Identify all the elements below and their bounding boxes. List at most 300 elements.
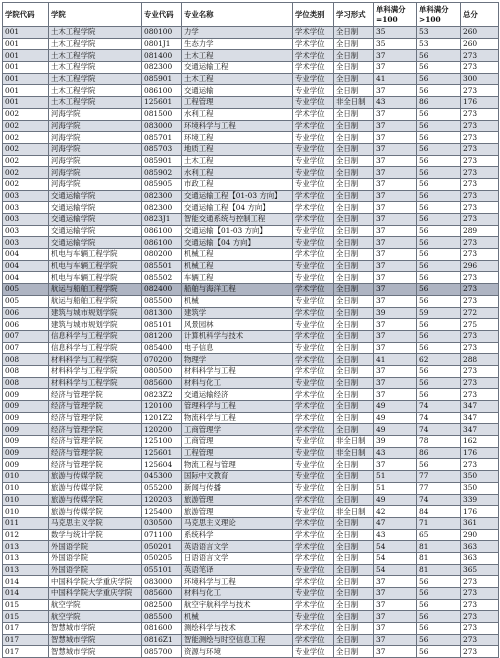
cell-total: 162 xyxy=(461,436,499,448)
cell-single-over-100: 56 xyxy=(417,143,461,155)
cell-major-code: 085902 xyxy=(142,167,182,179)
cell-total: 273 xyxy=(461,178,499,190)
cell-degree-type: 学术学位 xyxy=(293,202,334,214)
cell-total: 273 xyxy=(461,108,499,120)
cell-degree-type: 学术学位 xyxy=(293,424,334,436)
table-row xyxy=(3,143,499,155)
table-row xyxy=(3,471,499,483)
cell-single-100: 35 xyxy=(374,27,417,39)
cell-single-100: 37 xyxy=(374,295,417,307)
cell-college-code: 007 xyxy=(3,342,49,354)
cell-major-code: 085703 xyxy=(142,143,182,155)
header-total: 总分 xyxy=(461,3,499,27)
cell-total: 361 xyxy=(461,517,499,529)
header-college: 学院 xyxy=(49,3,142,27)
cell-study-mode: 全日制 xyxy=(334,471,374,483)
cell-degree-type: 专业学位 xyxy=(293,73,334,85)
cell-college-code: 003 xyxy=(3,202,49,214)
cell-total: 365 xyxy=(461,564,499,576)
cell-college-code: 009 xyxy=(3,412,49,424)
cell-college: 土木工程学院 xyxy=(49,62,142,74)
cell-college-code: 009 xyxy=(3,389,49,401)
header-study-mode: 学习形式 xyxy=(334,3,374,27)
cell-college: 智慧城市学院 xyxy=(49,646,142,658)
cell-single-over-100: 56 xyxy=(417,120,461,132)
cell-single-100: 37 xyxy=(374,330,417,342)
cell-degree-type: 学术学位 xyxy=(293,284,334,296)
cell-single-over-100: 81 xyxy=(417,541,461,553)
header-major-name: 专业名称 xyxy=(182,3,293,27)
cell-single-over-100: 56 xyxy=(417,155,461,167)
cell-single-over-100: 86 xyxy=(417,447,461,459)
cell-degree-type: 专业学位 xyxy=(293,447,334,459)
cell-single-100: 42 xyxy=(374,506,417,518)
table-body xyxy=(3,27,499,658)
cell-major-name: 水利工程 xyxy=(182,167,293,179)
cell-major-name: 机械 xyxy=(182,611,293,623)
cell-study-mode: 全日制 xyxy=(334,412,374,424)
cell-college: 外国语学院 xyxy=(49,564,142,576)
table-row xyxy=(3,412,499,424)
cell-college: 河海学院 xyxy=(49,120,142,132)
cell-single-100: 37 xyxy=(374,377,417,389)
cell-single-over-100: 56 xyxy=(417,623,461,635)
header-college-code: 学院代码 xyxy=(3,3,49,27)
cell-study-mode: 全日制 xyxy=(334,73,374,85)
cell-major-name: 计算机科学与技术 xyxy=(182,330,293,342)
cell-major-code: 071100 xyxy=(142,529,182,541)
cell-total: 273 xyxy=(461,330,499,342)
cell-degree-type: 学术学位 xyxy=(293,634,334,646)
cell-single-100: 37 xyxy=(374,576,417,588)
cell-degree-type: 专业学位 xyxy=(293,295,334,307)
cell-study-mode: 全日制 xyxy=(334,541,374,553)
cell-major-code: 086100 xyxy=(142,225,182,237)
cell-single-over-100: 77 xyxy=(417,471,461,483)
table-row xyxy=(3,377,499,389)
cell-total: 347 xyxy=(461,424,499,436)
cell-major-code: 0823J1 xyxy=(142,214,182,226)
cell-single-100: 54 xyxy=(374,564,417,576)
header-single-over-100: 单科满分>100 xyxy=(417,3,461,27)
cell-college: 机电与车辆工程学院 xyxy=(49,260,142,272)
cell-college-code: 013 xyxy=(3,541,49,553)
cell-single-100: 54 xyxy=(374,541,417,553)
cell-degree-type: 专业学位 xyxy=(293,155,334,167)
cell-single-100: 37 xyxy=(374,342,417,354)
cell-single-100: 37 xyxy=(374,167,417,179)
cell-single-over-100: 53 xyxy=(417,27,461,39)
cell-degree-type: 专业学位 xyxy=(293,237,334,249)
header-degree-type: 学位类别 xyxy=(293,3,334,27)
cell-single-over-100: 56 xyxy=(417,295,461,307)
cell-single-100: 37 xyxy=(374,190,417,202)
cell-total: 176 xyxy=(461,506,499,518)
table-row xyxy=(3,319,499,331)
cell-study-mode: 非全日制 xyxy=(334,447,374,459)
cell-single-100: 49 xyxy=(374,424,417,436)
cell-degree-type: 学术学位 xyxy=(293,330,334,342)
cell-single-100: 37 xyxy=(374,599,417,611)
cell-major-code: 125601 xyxy=(142,97,182,109)
cell-college-code: 002 xyxy=(3,120,49,132)
cell-major-name: 交通运输 xyxy=(182,85,293,97)
cell-single-over-100: 84 xyxy=(417,506,461,518)
cell-college: 旅游与传媒学院 xyxy=(49,482,142,494)
cell-total: 296 xyxy=(461,260,499,272)
cell-study-mode: 全日制 xyxy=(334,459,374,471)
cell-major-name: 环境科学与工程 xyxy=(182,120,293,132)
cell-college-code: 009 xyxy=(3,401,49,413)
cell-single-over-100: 56 xyxy=(417,178,461,190)
cell-major-code: 080500 xyxy=(142,365,182,377)
cell-major-name: 旅游管理 xyxy=(182,494,293,506)
cell-major-code: 125601 xyxy=(142,447,182,459)
cell-degree-type: 学术学位 xyxy=(293,249,334,261)
cell-single-over-100: 56 xyxy=(417,330,461,342)
cell-major-name: 工商管理学 xyxy=(182,424,293,436)
cell-study-mode: 全日制 xyxy=(334,634,374,646)
cell-major-name: 机械工程 xyxy=(182,260,293,272)
cell-degree-type: 专业学位 xyxy=(293,342,334,354)
cell-major-name: 机械工程 xyxy=(182,249,293,261)
table-row xyxy=(3,576,499,588)
cell-college: 航运与船舶工程学院 xyxy=(49,295,142,307)
table-row xyxy=(3,541,499,553)
cell-single-100: 37 xyxy=(374,225,417,237)
table-row xyxy=(3,482,499,494)
cell-degree-type: 学术学位 xyxy=(293,389,334,401)
cell-college-code: 017 xyxy=(3,634,49,646)
cell-degree-type: 学术学位 xyxy=(293,517,334,529)
cell-study-mode: 全日制 xyxy=(334,330,374,342)
cell-major-code: 082300 xyxy=(142,62,182,74)
table-row xyxy=(3,62,499,74)
cell-study-mode: 全日制 xyxy=(334,599,374,611)
cell-total: 273 xyxy=(461,365,499,377)
cell-college: 河海学院 xyxy=(49,155,142,167)
cell-single-over-100: 56 xyxy=(417,272,461,284)
cell-study-mode: 全日制 xyxy=(334,202,374,214)
cell-major-name: 物流科学与工程 xyxy=(182,412,293,424)
cell-single-over-100: 56 xyxy=(417,62,461,74)
cell-college-code: 015 xyxy=(3,599,49,611)
cell-single-100: 41 xyxy=(374,354,417,366)
cell-degree-type: 学术学位 xyxy=(293,599,334,611)
cell-major-name: 交通运输【04 方向】 xyxy=(182,237,293,249)
cell-degree-type: 专业学位 xyxy=(293,564,334,576)
cell-single-100: 37 xyxy=(374,120,417,132)
cell-degree-type: 学术学位 xyxy=(293,365,334,377)
cell-major-code: 0823Z2 xyxy=(142,389,182,401)
cell-study-mode: 全日制 xyxy=(334,482,374,494)
cell-major-name: 日语语言文学 xyxy=(182,552,293,564)
cell-college: 智慧城市学院 xyxy=(49,623,142,635)
table-row xyxy=(3,307,499,319)
table-row xyxy=(3,155,499,167)
table-row xyxy=(3,342,499,354)
cell-degree-type: 专业学位 xyxy=(293,506,334,518)
cell-study-mode: 非全日制 xyxy=(334,97,374,109)
cell-single-100: 37 xyxy=(374,143,417,155)
cell-single-100: 37 xyxy=(374,132,417,144)
cell-major-name: 电子信息 xyxy=(182,342,293,354)
cell-college-code: 017 xyxy=(3,623,49,635)
cell-single-100: 35 xyxy=(374,38,417,50)
cell-total: 273 xyxy=(461,272,499,284)
cell-degree-type: 学术学位 xyxy=(293,529,334,541)
cell-major-code: 070200 xyxy=(142,354,182,366)
cell-degree-type: 学术学位 xyxy=(293,401,334,413)
cell-single-over-100: 77 xyxy=(417,482,461,494)
cell-major-name: 交通运输工程【01-03 方向】 xyxy=(182,190,293,202)
cell-college: 经济与管理学院 xyxy=(49,436,142,448)
cell-degree-type: 专业学位 xyxy=(293,471,334,483)
cell-study-mode: 全日制 xyxy=(334,38,374,50)
cell-degree-type: 专业学位 xyxy=(293,272,334,284)
cell-college: 外国语学院 xyxy=(49,541,142,553)
table-row xyxy=(3,623,499,635)
cell-single-100: 37 xyxy=(374,249,417,261)
cell-major-name: 航空宇航科学与技术 xyxy=(182,599,293,611)
cell-single-100: 47 xyxy=(374,517,417,529)
cell-college-code: 009 xyxy=(3,424,49,436)
cell-total: 273 xyxy=(461,237,499,249)
cell-major-code: 082300 xyxy=(142,202,182,214)
cell-degree-type: 专业学位 xyxy=(293,646,334,658)
cell-major-code: 085400 xyxy=(142,342,182,354)
cell-single-over-100: 56 xyxy=(417,646,461,658)
cell-total: 363 xyxy=(461,541,499,553)
cell-college: 土木工程学院 xyxy=(49,27,142,39)
cell-total: 273 xyxy=(461,85,499,97)
cell-major-name: 交通运输工程 xyxy=(182,62,293,74)
cell-college: 机电与车辆工程学院 xyxy=(49,272,142,284)
table-row xyxy=(3,588,499,600)
cell-college-code: 010 xyxy=(3,494,49,506)
cell-college: 马克思主义学院 xyxy=(49,517,142,529)
cell-study-mode: 全日制 xyxy=(334,401,374,413)
cell-college-code: 005 xyxy=(3,284,49,296)
cell-total: 339 xyxy=(461,494,499,506)
cell-single-100: 49 xyxy=(374,412,417,424)
cell-major-name: 材料科学与工程 xyxy=(182,365,293,377)
cell-college: 智慧城市学院 xyxy=(49,634,142,646)
cell-single-over-100: 56 xyxy=(417,73,461,85)
cell-major-code: 1201Z2 xyxy=(142,412,182,424)
cell-college: 航空学院 xyxy=(49,611,142,623)
cell-college-code: 001 xyxy=(3,73,49,85)
cell-major-code: 081200 xyxy=(142,330,182,342)
cell-total: 289 xyxy=(461,225,499,237)
cell-major-code: 086100 xyxy=(142,237,182,249)
cell-major-name: 机械 xyxy=(182,295,293,307)
cell-single-over-100: 56 xyxy=(417,108,461,120)
cell-single-over-100: 74 xyxy=(417,494,461,506)
cell-study-mode: 全日制 xyxy=(334,50,374,62)
cell-study-mode: 全日制 xyxy=(334,529,374,541)
cell-single-100: 39 xyxy=(374,436,417,448)
cell-study-mode: 全日制 xyxy=(334,237,374,249)
cell-college-code: 014 xyxy=(3,588,49,600)
cell-single-over-100: 56 xyxy=(417,190,461,202)
cell-single-over-100: 56 xyxy=(417,237,461,249)
cell-degree-type: 专业学位 xyxy=(293,482,334,494)
cell-major-code: 083000 xyxy=(142,576,182,588)
cell-college-code: 004 xyxy=(3,272,49,284)
cell-total: 273 xyxy=(461,611,499,623)
cell-college: 中国科学院大学重庆学院 xyxy=(49,576,142,588)
cell-major-name: 工程管理 xyxy=(182,97,293,109)
cell-study-mode: 全日制 xyxy=(334,588,374,600)
table-row xyxy=(3,389,499,401)
cell-college: 建筑与城市规划学院 xyxy=(49,307,142,319)
cell-single-100: 37 xyxy=(374,214,417,226)
cell-college: 交通运输学院 xyxy=(49,225,142,237)
cell-college-code: 013 xyxy=(3,552,49,564)
cell-college: 航运与船舶工程学院 xyxy=(49,284,142,296)
cell-major-name: 马克思主义理论 xyxy=(182,517,293,529)
cell-major-name: 新闻与传播 xyxy=(182,482,293,494)
cell-major-code: 085600 xyxy=(142,377,182,389)
cell-college: 材料科学与工程学院 xyxy=(49,377,142,389)
cell-college-code: 002 xyxy=(3,167,49,179)
cell-single-100: 37 xyxy=(374,62,417,74)
cell-study-mode: 全日制 xyxy=(334,284,374,296)
cell-college: 河海学院 xyxy=(49,108,142,120)
cell-total: 275 xyxy=(461,319,499,331)
cell-study-mode: 全日制 xyxy=(334,132,374,144)
cell-major-name: 风景园林 xyxy=(182,319,293,331)
cell-study-mode: 全日制 xyxy=(334,167,374,179)
cell-study-mode: 全日制 xyxy=(334,611,374,623)
table-row xyxy=(3,202,499,214)
table-row xyxy=(3,330,499,342)
cell-major-name: 土木工程 xyxy=(182,50,293,62)
cell-total: 273 xyxy=(461,459,499,471)
cell-single-over-100: 56 xyxy=(417,214,461,226)
table-row xyxy=(3,634,499,646)
cell-total: 273 xyxy=(461,155,499,167)
cell-college: 经济与管理学院 xyxy=(49,412,142,424)
cell-college: 土木工程学院 xyxy=(49,73,142,85)
cell-college: 旅游与传媒学院 xyxy=(49,471,142,483)
cell-study-mode: 全日制 xyxy=(334,108,374,120)
table-row xyxy=(3,225,499,237)
table-row xyxy=(3,120,499,132)
cell-single-over-100: 81 xyxy=(417,564,461,576)
cell-major-name: 船舶与海洋工程 xyxy=(182,284,293,296)
cell-single-over-100: 74 xyxy=(417,412,461,424)
cell-major-code: 030500 xyxy=(142,517,182,529)
cell-college: 经济与管理学院 xyxy=(49,389,142,401)
cell-major-name: 市政工程 xyxy=(182,178,293,190)
cell-major-code: 083000 xyxy=(142,120,182,132)
cell-major-code: 085901 xyxy=(142,155,182,167)
table-row xyxy=(3,529,499,541)
cell-college: 材料科学与工程学院 xyxy=(49,354,142,366)
cell-college-code: 002 xyxy=(3,143,49,155)
cell-single-100: 37 xyxy=(374,178,417,190)
cell-major-code: 125604 xyxy=(142,459,182,471)
table-row xyxy=(3,564,499,576)
cell-total: 273 xyxy=(461,389,499,401)
cell-single-over-100: 62 xyxy=(417,354,461,366)
cell-major-code: 082400 xyxy=(142,284,182,296)
cell-major-name: 材料与化工 xyxy=(182,377,293,389)
cell-college: 材料科学与工程学院 xyxy=(49,365,142,377)
cell-major-code: 081400 xyxy=(142,50,182,62)
cell-single-over-100: 56 xyxy=(417,249,461,261)
cell-college-code: 001 xyxy=(3,85,49,97)
cell-study-mode: 全日制 xyxy=(334,178,374,190)
cell-major-name: 系统科学 xyxy=(182,529,293,541)
cell-college-code: 014 xyxy=(3,576,49,588)
cell-total: 176 xyxy=(461,447,499,459)
cell-single-over-100: 56 xyxy=(417,50,461,62)
cell-major-code: 120100 xyxy=(142,401,182,413)
cell-single-100: 37 xyxy=(374,459,417,471)
cell-single-100: 37 xyxy=(374,85,417,97)
cell-college-code: 004 xyxy=(3,249,49,261)
cell-major-name: 车辆工程 xyxy=(182,272,293,284)
cell-study-mode: 全日制 xyxy=(334,319,374,331)
cell-major-name: 国际中文教育 xyxy=(182,471,293,483)
cell-degree-type: 学术学位 xyxy=(293,190,334,202)
cell-college: 交通运输学院 xyxy=(49,202,142,214)
table-row xyxy=(3,295,499,307)
cell-total: 273 xyxy=(461,167,499,179)
cell-study-mode: 全日制 xyxy=(334,377,374,389)
cell-degree-type: 专业学位 xyxy=(293,178,334,190)
cell-major-code: 085901 xyxy=(142,73,182,85)
cell-single-100: 37 xyxy=(374,284,417,296)
header-major-code: 专业代码 xyxy=(142,3,182,27)
cell-college: 河海学院 xyxy=(49,143,142,155)
cell-college: 土木工程学院 xyxy=(49,97,142,109)
table-row xyxy=(3,97,499,109)
cell-major-name: 交通运输【01-03 方向】 xyxy=(182,225,293,237)
cell-degree-type: 学术学位 xyxy=(293,120,334,132)
cell-major-name: 环境工程 xyxy=(182,132,293,144)
cell-college: 建筑与城市规划学院 xyxy=(49,319,142,331)
cell-college-code: 003 xyxy=(3,237,49,249)
cell-major-name: 环境科学与工程 xyxy=(182,576,293,588)
cell-total: 273 xyxy=(461,576,499,588)
cell-college-code: 001 xyxy=(3,27,49,39)
cell-college: 土木工程学院 xyxy=(49,38,142,50)
cell-major-name: 智能交通系统与控制工程 xyxy=(182,214,293,226)
cell-total: 273 xyxy=(461,588,499,600)
cell-major-code: 081600 xyxy=(142,623,182,635)
cell-single-over-100: 53 xyxy=(417,38,461,50)
table-row xyxy=(3,459,499,471)
cell-total: 300 xyxy=(461,73,499,85)
cell-degree-type: 专业学位 xyxy=(293,143,334,155)
cell-total: 273 xyxy=(461,202,499,214)
cell-single-over-100: 56 xyxy=(417,260,461,272)
cell-college-code: 006 xyxy=(3,307,49,319)
table-row xyxy=(3,517,499,529)
cell-degree-type: 专业学位 xyxy=(293,85,334,97)
cell-college-code: 015 xyxy=(3,611,49,623)
cell-major-name: 水利工程 xyxy=(182,108,293,120)
cell-total: 288 xyxy=(461,354,499,366)
table-row xyxy=(3,214,499,226)
table-row xyxy=(3,167,499,179)
cell-study-mode: 全日制 xyxy=(334,389,374,401)
cell-college: 经济与管理学院 xyxy=(49,424,142,436)
